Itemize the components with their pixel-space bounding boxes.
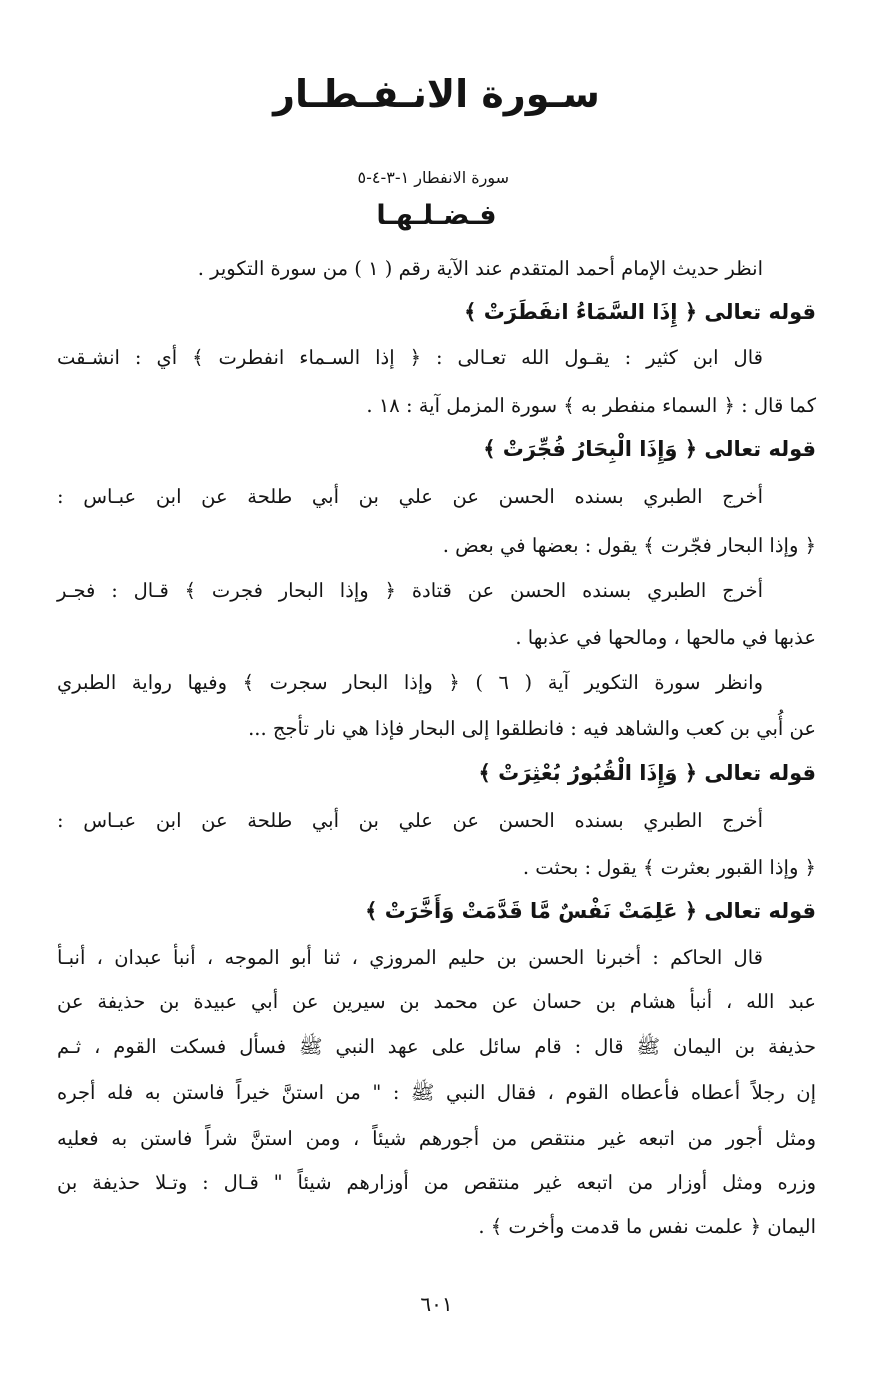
verse-heading: قوله تعالى ﴿ وَإِذَا الْبِحَارُ فُجِّرَتْ ﴾ [483,437,816,461]
paragraph-line: أخرج الطبري بسنده الحسن عن علي بن أبي طلحة عن ابن عبـاس : [57,485,763,508]
paragraph-line: عبد الله ، أنبأ هشام بن حسان عن محمد بن سيرين عن أبي عبيدة بن حذيفة عن [57,990,816,1013]
paragraph-line: عن أُبي بن كعب والشاهد فيه : فانطلقوا إلى البحار فإذا هي نار تأجج ... [248,717,816,740]
paragraph-line: قال ابن كثير : يقـول الله تعـالى : ﴿ إذا السـماء انفطرت ﴾ أي : انشـقت [57,346,763,369]
paragraph-line: عذبها في مالحها ، ومالحها في عذبها . [515,626,816,649]
paragraph-line: اليمان ﴿ علمت نفس ما قدمت وأخرت ﴾ . [478,1215,816,1238]
paragraph-line: ﴿ وإذا البحار فجّرت ﴾ يقول : بعضها في بعض . [442,534,816,557]
paragraph-line: حذيفة بن اليمان ﷺ قال : قام سائل على عهد النبي ﷺ فسأل فسكت القوم ، ثـم [57,1035,816,1058]
paragraph-line: إن رجلاً أعطاه فأعطاه القوم ، فقال النبي ﷺ : " من استنَّ خيراً فاستن به فله أجره [57,1081,816,1104]
surah-reference: سورة الانفطار ١-٣-٤-٥ [357,168,509,187]
page-number: ٦٠١ [420,1292,453,1316]
verse-heading: قوله تعالى ﴿ عَلِمَتْ نَفْسٌ مَّا قَدَّمَتْ وَأَخَّرَتْ ﴾ [365,899,816,923]
paragraph-line: ومثل أجور من اتبعه غير منتقص من أجورهم شيئاً ، ومن استنَّ شراً فاستن به فعليه [57,1127,816,1150]
paragraph-line: وانظر سورة التكوير آية ( ٦ ) ﴿ وإذا البحار سجرت ﴾ وفيها رواية الطبري [57,671,763,694]
section-title: فـضـلـهـا [376,200,497,231]
paragraph-line: كما قال : ﴿ السماء منفطر به ﴾ سورة المزمل آية : ١٨ . [366,394,816,417]
verse-heading: قوله تعالى ﴿ وَإِذَا الْقُبُورُ بُعْثِرَتْ ﴾ [478,761,816,785]
paragraph-line: ﴿ وإذا القبور بعثرت ﴾ يقول : بحثت . [522,856,816,879]
paragraph-line: انظر حديث الإمام أحمد المتقدم عند الآية رقم ( ١ ) من سورة التكوير . [197,257,763,280]
surah-title: سـورة الانـفـطـار [273,72,600,116]
paragraph-line: قال الحاكم : أخبرنا الحسن بن حليم المروزي ، ثنا أبو الموجه ، أنبأ عبدان ، أنبـأ [57,946,763,969]
verse-heading: قوله تعالى ﴿ إِذَا السَّمَاءُ انفَطَرَتْ ﴾ [464,300,816,324]
paragraph-line: أخرج الطبري بسنده الحسن عن قتادة ﴿ وإذا البحار فجرت ﴾ قـال : فجـر [57,579,763,602]
paragraph-line: أخرج الطبري بسنده الحسن عن علي بن أبي طلحة عن ابن عبـاس : [57,809,763,832]
paragraph-line: وزره ومثل أوزار من اتبعه غير منتقص من أوزارهم شيئاً " قـال : وتـلا حذيفة بن [57,1171,816,1194]
